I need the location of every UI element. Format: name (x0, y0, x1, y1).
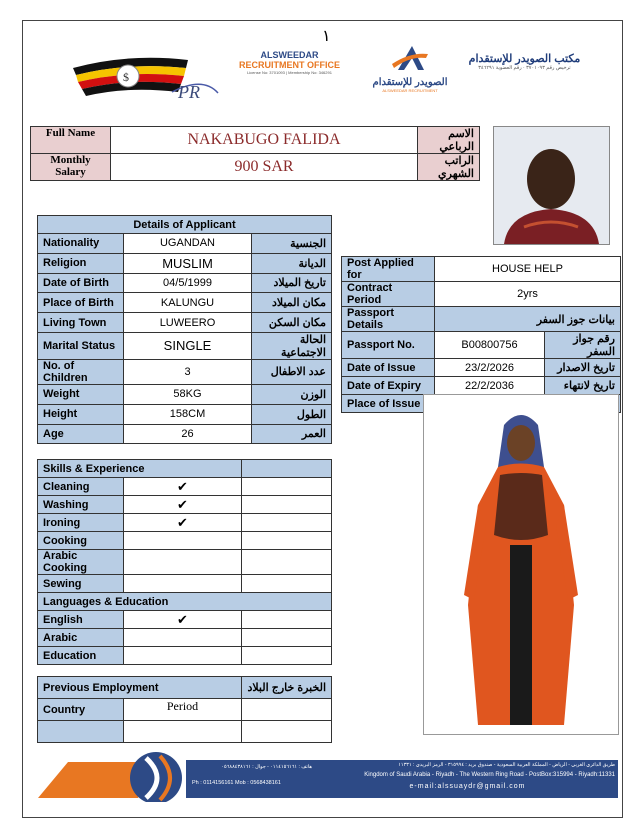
details-label-ar: عدد الاطفال (252, 359, 332, 384)
skill-row (38, 575, 332, 593)
employment-empty-cell (242, 721, 332, 743)
passport-title: Passport Details (342, 307, 435, 332)
employment-empty-cell (124, 721, 242, 743)
details-value: 58KG (124, 384, 252, 404)
skill-check (124, 532, 242, 550)
skill-label: Arabic Cooking (38, 550, 124, 575)
details-value: SINGLE (124, 332, 252, 359)
details-value: MUSLIM (124, 253, 252, 273)
skill-extra (242, 611, 332, 629)
svg-text:$: $ (123, 70, 129, 84)
details-title: Details of Applicant (38, 216, 332, 234)
skill-check: ✔ (124, 611, 242, 629)
salary-value: 900 SAR (111, 154, 418, 181)
details-value: LUWEERO (124, 313, 252, 333)
skill-row (38, 514, 332, 532)
details-value: KALUNGU (124, 293, 252, 313)
skill-extra (242, 629, 332, 647)
skill-label: Arabic (38, 629, 124, 647)
skill-row (38, 611, 332, 629)
details-row (38, 234, 332, 254)
page-number: ١ (322, 28, 331, 45)
salary-ar: الراتب الشهري (418, 154, 480, 181)
agency-license: License No: 3701093 | Membership No: 346291 (247, 70, 332, 75)
passport-value: B00800756 (435, 332, 545, 359)
passport-row (342, 332, 621, 359)
details-label: Date of Birth (38, 273, 124, 293)
period-label: Period (124, 699, 242, 721)
skill-check (124, 575, 242, 593)
skills-title-spacer (242, 460, 332, 478)
details-label-ar: مكان الميلاد (252, 293, 332, 313)
passport-label: Date of Expiry (342, 377, 435, 395)
skill-row (38, 629, 332, 647)
skill-check (124, 629, 242, 647)
skill-label: Cleaning (38, 478, 124, 496)
employment-empty-label (38, 721, 124, 743)
passport-label-ar: تاريخ لانتهاء (545, 377, 621, 395)
passport-label: Passport No. (342, 332, 435, 359)
passport-label: Place of Issue (342, 395, 435, 413)
skill-label: Ironing (38, 514, 124, 532)
country-label: Country (38, 699, 124, 721)
post-table (341, 256, 621, 413)
skill-extra (242, 550, 332, 575)
skill-check: ✔ (124, 478, 242, 496)
post-value: HOUSE HELP (435, 257, 621, 282)
details-row (38, 273, 332, 293)
employment-title: Previous Employment (38, 677, 242, 699)
pr-logo: PR (178, 82, 200, 102)
footer-phone-ar: هاتف : ٠١١٤١٥٦١٦١ - جوال : ٠٥٦٨٨٤٣٨١٦١ (221, 764, 312, 770)
skill-row (38, 478, 332, 496)
details-row (38, 253, 332, 273)
details-label: Religion (38, 253, 124, 273)
employment-table (37, 676, 332, 743)
skill-check: ✔ (124, 496, 242, 514)
passport-row (342, 359, 621, 377)
details-label-ar: العمر (252, 424, 332, 444)
passport-row (342, 377, 621, 395)
details-row (38, 359, 332, 384)
details-row (38, 384, 332, 404)
footer-email: e-mail:alssuaydr@gmail.com (409, 783, 526, 790)
details-label-ar: الطول (252, 404, 332, 424)
agency-office-en: RECRUITMENT OFFICE (239, 60, 340, 70)
passport-value: 23/2/2026 (435, 359, 545, 377)
skill-label: Cooking (38, 532, 124, 550)
details-value: 26 (124, 424, 252, 444)
details-label-ar: الجنسية (252, 234, 332, 254)
details-label: Age (38, 424, 124, 444)
skill-row (38, 647, 332, 665)
details-value: 04/5/1999 (124, 273, 252, 293)
skill-label: English (38, 611, 124, 629)
footer-address: Kingdom of Saudi Arabia - Riyadh - The Western Ring Road - PostBox:315994 - Riyadh:11331 (364, 772, 615, 778)
skill-extra (242, 647, 332, 665)
skill-label: Sewing (38, 575, 124, 593)
details-row (38, 424, 332, 444)
salary-label: Monthly Salary (31, 154, 111, 181)
skill-extra (242, 575, 332, 593)
footer-contact-bar (186, 760, 618, 798)
details-label-ar: الديانة (252, 253, 332, 273)
contract-value: 2yrs (435, 282, 621, 307)
details-label: Nationality (38, 234, 124, 254)
alsweedar-logo-center (232, 50, 347, 75)
full-name-ar: الاسم الرباعي (418, 127, 480, 154)
agency-name-ar: الصويدر للإستقدام (372, 77, 448, 88)
alsweedar-logo-icon (364, 44, 456, 100)
skill-extra (242, 514, 332, 532)
employment-cell (242, 699, 332, 721)
details-table (37, 215, 332, 444)
footer-address-ar: طريق الدائري الغربي - الرياض - المملكة العربية السعودية - صندوق بريد : ٣١٥٩٩٤ - الرمز البريدي : ١١٣٣١ (398, 762, 615, 768)
post-label: Post Applied for (342, 257, 435, 282)
details-label: No. of Children (38, 359, 124, 384)
details-label-ar: تاريخ الميلاد (252, 273, 332, 293)
details-label: Marital Status (38, 332, 124, 359)
skill-row (38, 550, 332, 575)
skill-label: Washing (38, 496, 124, 514)
details-row (38, 293, 332, 313)
details-row (38, 404, 332, 424)
skills-title: Skills & Experience (38, 460, 242, 478)
passport-photo (493, 126, 610, 245)
passport-label-ar: تاريخ الاصدار (545, 359, 621, 377)
skill-extra (242, 478, 332, 496)
skill-check: ✔ (124, 514, 242, 532)
skill-check (124, 647, 242, 665)
footer-phone: Ph : 0114156161 Mob : 0568438161 (192, 780, 281, 786)
skill-row (38, 532, 332, 550)
details-label: Weight (38, 384, 124, 404)
details-label: Living Town (38, 313, 124, 333)
skills-table (37, 459, 332, 665)
skill-extra (242, 532, 332, 550)
skill-label: Education (38, 647, 124, 665)
full-body-photo (423, 394, 619, 735)
details-value: 3 (124, 359, 252, 384)
languages-title: Languages & Education (38, 593, 332, 611)
agency-name-en: ALSWEEDAR (260, 50, 319, 60)
passport-value: 22/2/2036 (435, 377, 545, 395)
identity-table (30, 126, 480, 181)
details-label-ar: الحالة الاجتماعية (252, 332, 332, 359)
passport-label-ar: رقم جواز السفر (545, 332, 621, 359)
details-value: 158CM (124, 404, 252, 424)
full-name-value: NAKABUGO FALIDA (111, 127, 418, 154)
passport-title-ar: بيانات جوز السفر (435, 307, 621, 332)
details-value: UGANDAN (124, 234, 252, 254)
skill-check (124, 550, 242, 575)
employment-title-ar: الخبرة خارج البلاد (242, 677, 332, 699)
footer-banner (38, 752, 618, 802)
skill-extra (242, 496, 332, 514)
details-row (38, 313, 332, 333)
details-label: Place of Birth (38, 293, 124, 313)
agency-sub-en: ALSWEEDAR RECRUITMENT (382, 88, 438, 93)
full-name-label: Full Name (31, 127, 111, 154)
details-label-ar: الوزن (252, 384, 332, 404)
details-label-ar: مكان السكن (252, 313, 332, 333)
details-label: Height (38, 404, 124, 424)
office-sub-ar: ترخيص رقم ٣٧٠١٠٩٣ · رقم العضوية ٣٤٦٢٩١ (478, 65, 571, 71)
passport-label: Date of Issue (342, 359, 435, 377)
office-logo-right (462, 52, 587, 71)
contract-label: Contract Period (342, 282, 435, 307)
details-row (38, 332, 332, 359)
office-name-ar: مكتب الصويدر للإستقدام (468, 53, 581, 65)
skill-row (38, 496, 332, 514)
a-letter-icon (390, 44, 430, 72)
